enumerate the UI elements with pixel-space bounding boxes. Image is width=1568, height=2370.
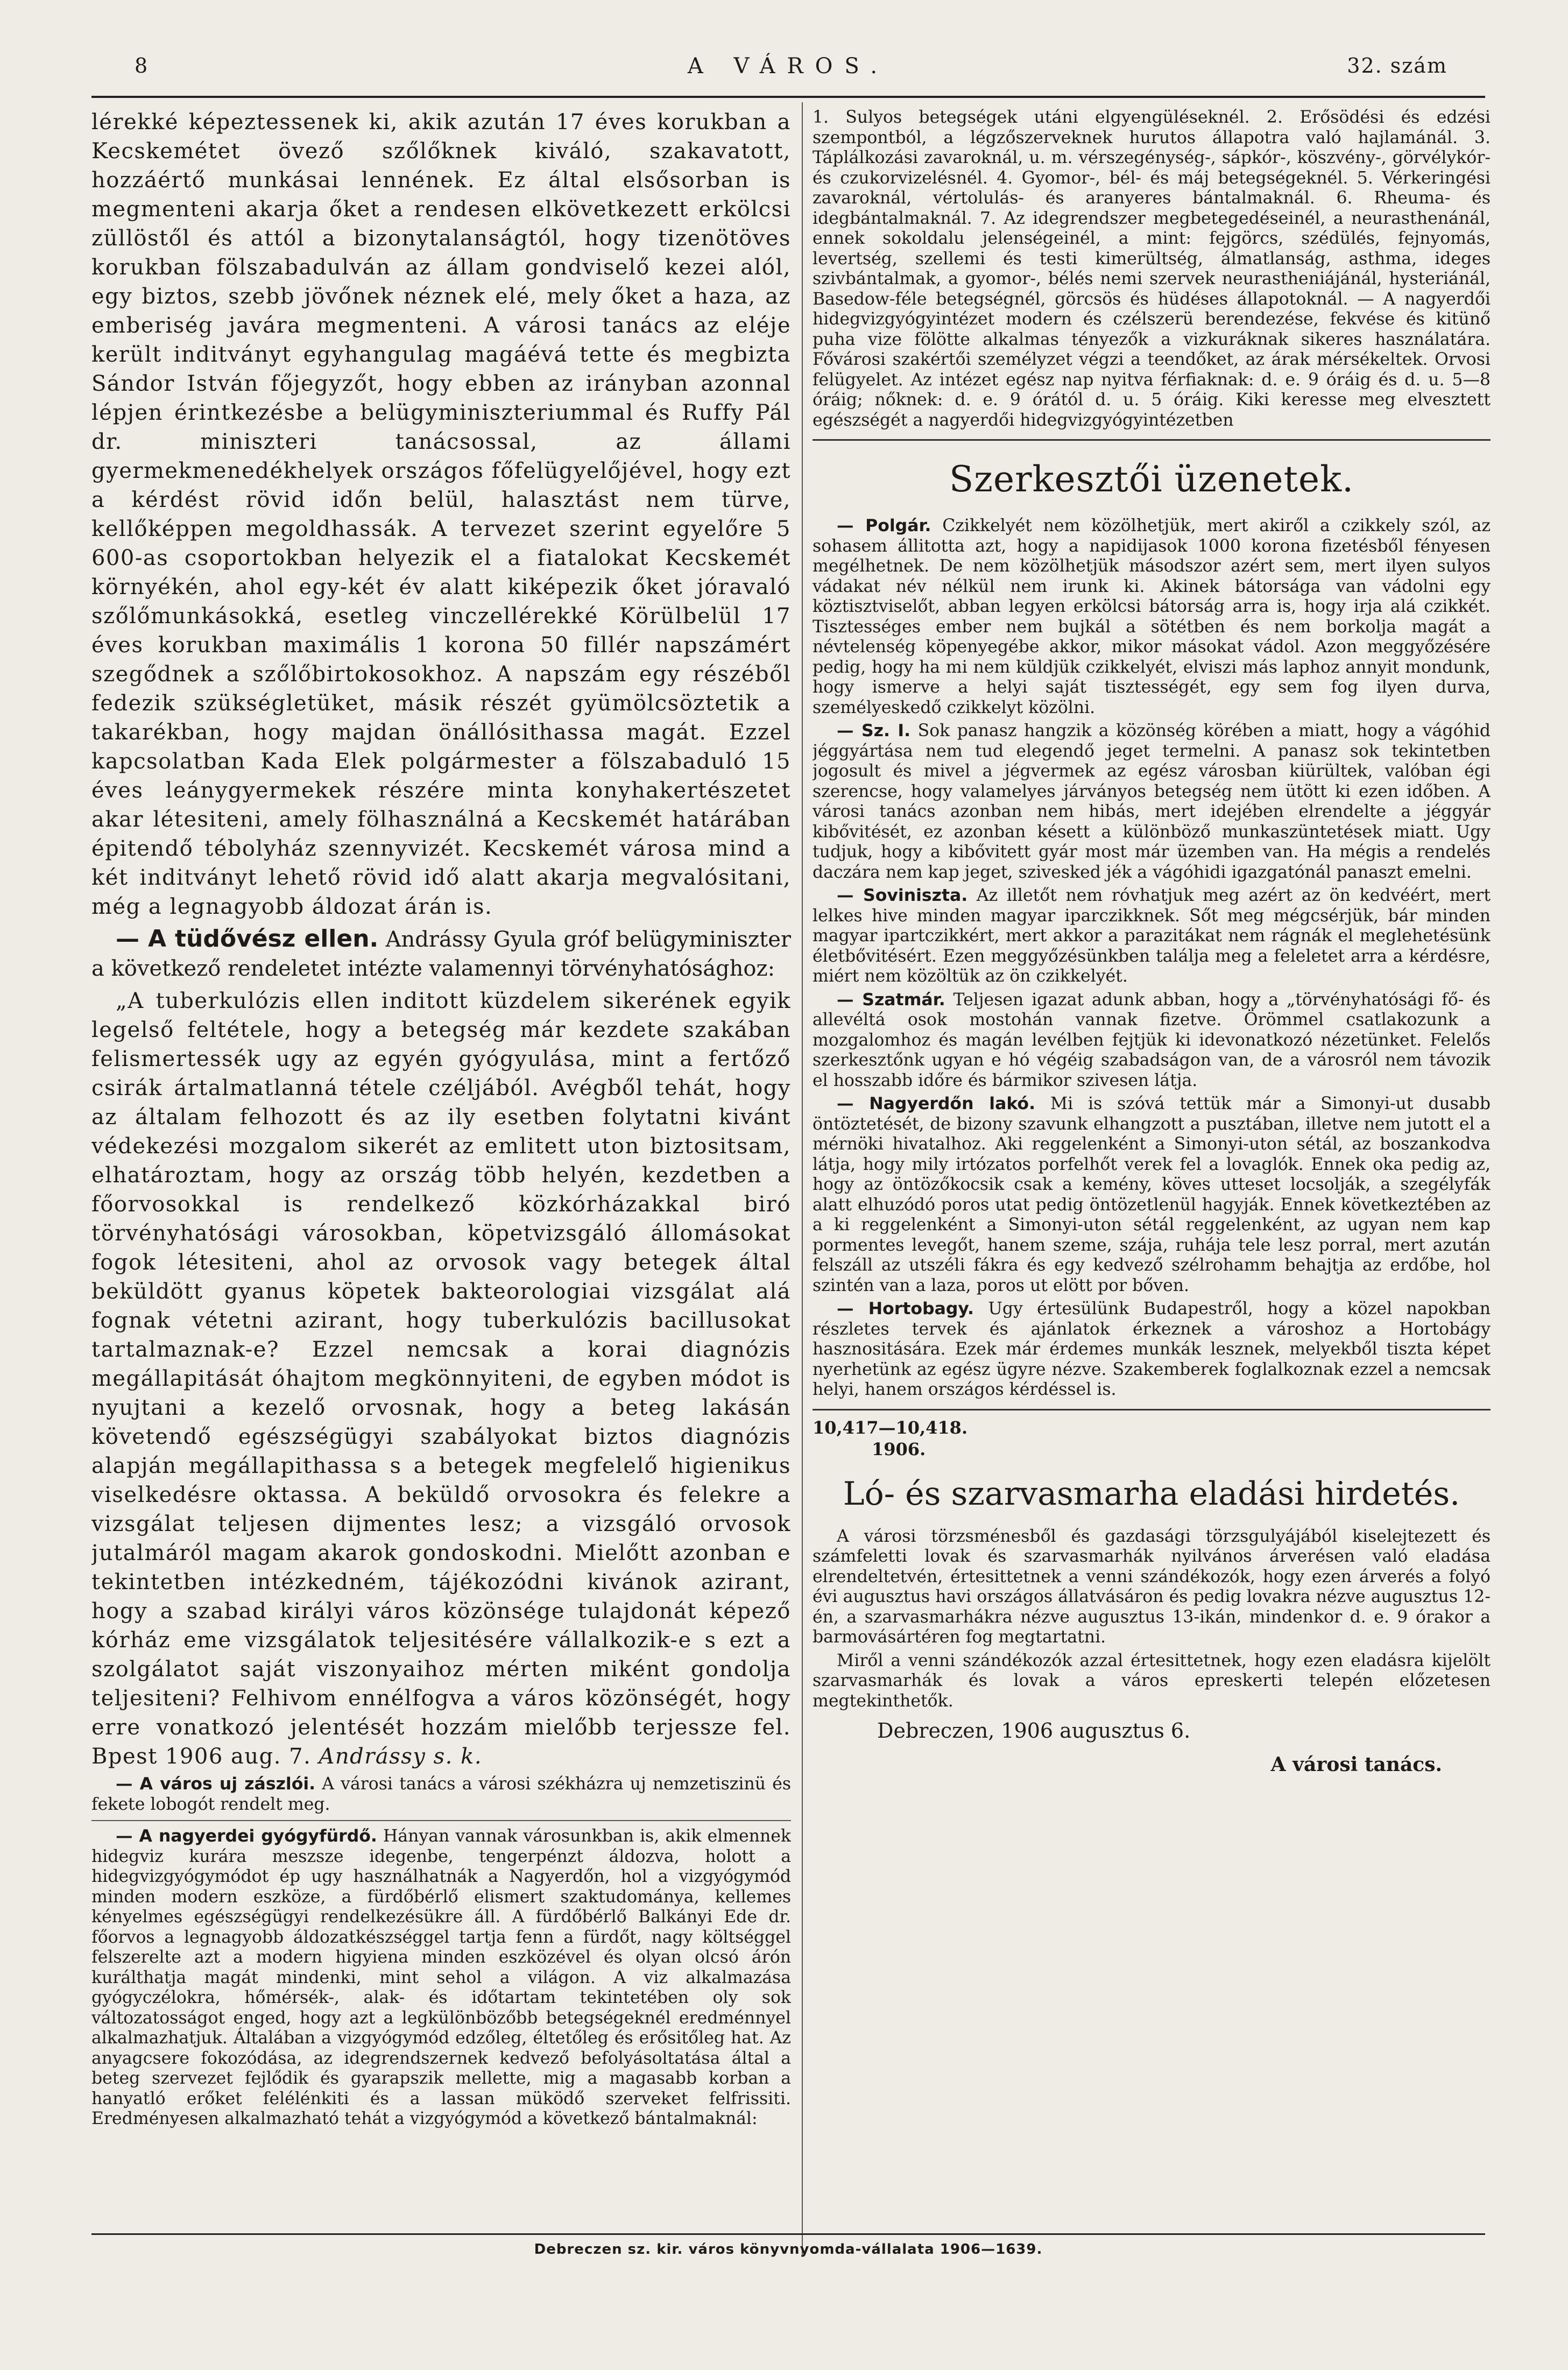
message-text: Teljesen igazat adunk abban, hogy a „törvényhatósági fő- és allevéltá osok mostohán vannak fizetve. Örömmel csatlakozunk a mozgalomhoz és magán levélben fejtjük ki idevonatkozó nézetünket. Felelős szerkesztőnk ugyan e hó végéig szabadságon van, de a városról nem távozik el hosszabb időre és bármikor szivesen látja. (813, 990, 1491, 1090)
flags-text: A városi tanács a városi székházra uj nemzetiszinü és fekete lobogót rendelt meg. (91, 1774, 791, 1814)
article-vinedressers-text: lérekké képeztessenek ki, akik azután 17 éves korukban a Kecskemétet övező szőlőknek kiváló, szakavatott, hozzáértő munkásai lennének. Ez által elsősorban is megmenteni akarja őket a rendesen elkövetkezett erkölcsi züllöstől és attól a bizonytalanságtól, hogy tizenötöves korukban fölszabadulván az állam gondviselő kezei alól, egy biztos, szebb jövőnek néznek elé, mely őket a haza, az emberiség javára megmenteni. A városi tanács az eléje került inditványt egyhangulag magáévá tette és megbizta Sándor István főjegyzőt, hogy ebben az irányban azonnal lépjen érintkezésbe a belügyminiszteriummal és Ruffy Pál dr. miniszteri tanácsossal, az állami gyermekmenedékhelyek országos főfelügyelőjével, hogy ezt a kérdést rövid időn belül, halasztást nem türve, kellőképpen megoldhassák. A tervezet szerint egyelőre 5 600-as csoportokban helyezik el a fiatalokat Kecskemét környékén, ahol egy-két év alatt kiképezik őket jóravaló szőlőmunkásokká, esetleg vinczellérekké Körülbelül 17 éves korukban maximális 1 korona 50 fillér napszámért szegődnek a szőlőbirtokosokhoz. A napszám egy részéből fedezik szükségletüket, másik részét gyümölcsöztetik a takarékban, hogy majdan önállósithassa magát. Ezzel kapcsolatban Kada Elek polgármester a fölszabaduló 15 éves leánygyermekek részére minta konyhakertészetet akar létesiteni, amely fölhasználná a Kecskemét határában épitendő tébolyház szennyvizét. Kecskemét városa mind a két inditványt lehető rövid idő alatt akarja megvalósitani, még a legnagyobb áldozat árán is. (91, 110, 791, 919)
tuberculosis-signature: Andrássy s. k. (319, 1744, 483, 1769)
issue-number: 32. szám (1347, 54, 1447, 77)
bath-heading: — A nagyerdei gyógyfürdő. (116, 1826, 377, 1846)
article-flags (91, 1774, 791, 1815)
message-lead: — Polgár. (837, 516, 931, 535)
message-lead: — Sz. I. (837, 721, 911, 740)
separator (91, 1820, 791, 1821)
bath-continued-text: 1. Sulyos betegségek utáni elgyengüléseknél. 2. Erősödési és edzési szempontból, a légzőszerveknek hurutos állapotra való hajlamánál. 3. Táplálkozási zavaroknál, u. m. vérszegénység-, sápkór-, köszvény-, görvélykór- és czukorvizelésnél. 4. Gyomor-, bél- és máj betegségeknél. 5. Vérkeringési zavaroknál, vértolulás- és aranyeres bántalmaknál. 6. Rheuma- és idegbántalmaknál. 7. Az idegrendszer megbetegedéseinél, a neurasthenánál, ennek sokoldalu jelenségeinél, a mint: fejgörcs, szédülés, fejnyomás, levertség, szellemi és testi kimerültség, álmatlanság, asthma, ideges szivbántalmak, a gyomor-, bélés nemi szervek neurastheniájánál, hysteriánál, Basedow-féle betegségnél, görcsös és hüdéses állapotoknál. — A nagyerdői hidegvizgyógyintézet modern és czélszerü berendezése, fekvése és kitünő puha vize fölötte alkalmas tényezők a vizkuráknak sikeres használatára. Fővárosi szakértői személyzet végzi a teendőket, az árak mérsékeltek. Orvosi felügyelet. Az intézet egész nap nyitva férfiaknak: d. e. 9 óráig és d. u. 5—8 óráig; nőknek: d. e. 9 órától d. u. 5 óráig. Kiki keresse meg elvesztett egészségét a nagyerdői hidegvizgyógyintézetben (813, 108, 1491, 430)
message-item (813, 886, 1491, 987)
article-tuberculosis (91, 925, 791, 983)
printer-imprint: Debreczen sz. kir. város könyvnyomda-vállalata 1906—1639. (534, 2241, 1043, 2258)
bath-text: Hányan vannak városunkban is, akik elmennek hidegviz kurára meszsze idegenbe, tengerpénzt áldozva, holott a hidegvizgyógymódot ép ugy használhatnák a Nagyerdőn, hol a vizgyógymód minden modern eszköze, a fürdőbérlő elismert szaktudománya, kellemes kényelmes egészségügyi rendelkezésükre áll. A fürdőbérlő Balkányi Ede dr. főorvos a legnagyobb áldozatkészséggel tartja fenn a fürdőt, nagy költséggel felszerelte azt a modern higyiena minden eszközével és olyan olcsó árón kurálthatja magát mindenki, mint sehol a világon. A viz alkalmazása gyógyczélokra, hőmérsék-, alak- és időtartam tekintetében oly sok változatosságot enged, hogy azt a legkülönbözőbb betegségeknél eredménnyel alkalmazhatjuk. Általában a vizgyógymód edzőleg, éltetőleg és erősitőleg hat. Az anyagcsere fokozódása, az idegrendszernek kedvező befolyásoltatása által a beteg szervezet fejlődik és gyarapszik mellette, mig a magasabb korban a hanyatló erőket felélénkiti és a lassan müködő szerveket felfrissiti. Eredményesen alkalmazható tehát a vizgyógymód a következő bántalmaknál: (91, 1826, 791, 2128)
editorial-messages-title: Szerkesztői üzenetek. (949, 459, 1354, 500)
message-lead: — Hortobagy. (837, 1299, 974, 1318)
ad-title: Ló- és szarvasmarha eladási hirdetés. (843, 1475, 1460, 1513)
header-rule (91, 96, 1485, 98)
editorial-messages (813, 516, 1491, 1400)
right-column (813, 108, 1491, 1776)
ad-signature: A városi tanács. (1270, 1753, 1442, 1776)
message-lead: — Szatmár. (837, 990, 945, 1010)
message-lead: — Nagyerdőn lakó. (837, 1094, 1036, 1113)
left-column (91, 108, 791, 2133)
ad-date: Debreczen, 1906 augusztus 6. (877, 1719, 1191, 1743)
tuberculosis-decree (91, 986, 791, 1771)
newspaper-title: A VÁROS. (687, 54, 889, 79)
article-bath (91, 1826, 791, 2129)
message-item (813, 990, 1491, 1091)
message-item (813, 1299, 1491, 1400)
ad-reference: 10,417—10,418. (813, 1417, 968, 1438)
message-text: Sok panasz hangzik a közönség körében a miatt, hogy a vágóhid jéggyártása nem tud elegendő jeget termelni. A panasz sok tekintetben jogosult és mivel a jégvermek az egész városban kiürültek, valóban égi szerencse, hogy valamelyes járványos betegség nem ütött ki ezen időben. A városi tanács azonban nem hibás, mert idejében elrendelte a jéggyár kibővitését, ez azonban késett a különböző munkaszüntetések miatt. Ugy tudjuk, hogy a kibővitett gyár most már üzemben van. Ha mégis a rendelés daczára nem kap jeget, szivesked jék a vágóhidi igazgatónál panaszt emelni. (813, 721, 1491, 882)
footer-rule (91, 2233, 1485, 2235)
message-lead: — Soviniszta. (837, 886, 968, 905)
separator (813, 1409, 1491, 1410)
page-header (91, 54, 1485, 91)
tuberculosis-decree-text: „A tuberkulózis ellen inditott küzdelem sikerének egyik legelső feltétele, hogy a betegség már kezdete szakában felismertessék ugy az egyén gyógyulása, mint a fertőző csirák ártalmatlanná tétele czéljából. Avégből tehát, hogy az általam felhozott és az ily esetben folytatni kivánt védekezési mozgalom sikerét az emlitett uton biztositsam, elhatároztam, hogy az ország több helyén, kezdetben a főorvosokkal is rendelkező közkórházakkal biró törvényhatósági városokban, köpetvizsgáló állomásokat fogok létesiteni, ahol az orvosok vagy betegek által beküldött gyanus köpetek bakteorologiai vizsgálat alá fognak vétetni azirant, hogy tuberkulózis bacillusokat tartalmaznak-e? Ezzel nemcsak a korai diagnózis megállapitását óhajtom megkönnyiteni, de egyben módot is nyujtani a kezelő orvosnak, hogy a beteg lakásán követendő egészségügyi szabályokat biztos diagnózis alapján megállapithassa s a betegek megfelelő higienikus viselkedésre oktassa. A beküldő orvosokra és felekre a vizsgálat teljesen dijmentes lesz; a vizsgáló orvosok jutalmáról magam akarok gondoskodni. Mielőtt azonban e tekintetben intézkedném, tájékozódni kivánok azirant, hogy a szabad királyi város közönsége tulajdonát képező kórház eme vizsgálatok teljesitésére vállalkozik-e s ezt a szolgálatot saját viszonyaihoz mérten miként gondolja teljesiteni? Felhivom ennélfogva a város közönségét, hogy erre vonatkozó jelentését hozzám mielőbb terjessze fel. Bpest 1906 aug. 7. (91, 989, 791, 1769)
ad-text: Miről a venni szándékozók azzal értesittetnek, hogy ezen eladásra kijelölt szarvasmarhák és lovak a város epreskerti telepén előzetesen megtekinthetők. (813, 1650, 1491, 1711)
advertisement (813, 1417, 1491, 1776)
column-divider (802, 102, 803, 2255)
message-text: Az illetőt nem róvhatjuk meg azért az ön kedvéért, mert lelkes hive minden magyar iparczikknek. Sőt meg mégcsérjük, bár minden magyar ipartczikkért, mert akkor a parazitákat nem rágnák el meglehetésünk életbővitésért. Ezen meggyőzésünkben találja meg a feleletet arra a kérdésre, miért nem közöltük az ön czikkelyét. (813, 886, 1491, 986)
separator (813, 439, 1491, 441)
flags-heading: — A város uj zászlói. (116, 1774, 316, 1794)
message-item (813, 516, 1491, 718)
message-text: Ugy értesülünk Budapestről, hogy a közel napokban részletes tervek és ajánlatok érkeznek a városhoz a Hortobágy hasznositására. Ezek már érdemes munkák lesznek, melyekből tiszta képet nyerhetünk az egész ügyre nézve. Szakemberek foglalkoznak ezzel a nemcsak helyi, hanem országos kérdéssel is. (813, 1299, 1491, 1399)
ad-year: 1906. (872, 1438, 926, 1459)
tuberculosis-heading: — A tüdővész ellen. (116, 925, 379, 953)
tuberculosis-intro: Andrássy Gyula gróf belügyminiszter a következő rendeletet intézte valamennyi törvényhatósághoz: (91, 927, 791, 981)
message-item (813, 1094, 1491, 1296)
message-text: Mi is szóvá tettük már a Simonyi-ut dusabb öntöztetését, de bizony szavunk elhangzott a pusztában, illetve nem jutott el a mérnöki hivatalhoz. Aki reggelenként a Simonyi-uton sétál, az boszankodva látja, hogy mily irtózatos porfelhőt verek fel a lovaglók. Ennek oka pedig az, hogy az öntözőkocsik csak a kemény, köves utteset locsolják, a szegélyfák alatt elhuzódó poros utat pedig öntözetlenül hagyják. Ennek következtében az a ki reggelenként a Simonyi-uton sétál reggelenként, az ugyan nem kap pormentes levegőt, hanem szeme, szája, ruhája tele lesz porral, mert azután felszáll az utszéli fákra és egy kedvező szélrohamm behajtja az erdőbe, hol szintén van a laza, poros ut elött por bőven. (813, 1094, 1491, 1295)
ad-text: A városi törzsménesből és gazdasági törzsgulyájából kiselejtezett és számfeletti lovak és szarvasmarhák nyilvános árverésen való eladása elrendeltetvén, értesittetnek a venni szándékozók, hogy ezen árverés a folyó évi augusztus havi országos állatvásáron és pedig lovakra nézve augusztus 12-én, a szarvasmarhákra nézve augusztus 13-ikán, mindenkor d. e. 9 órakor a barmovásártéren fog megtartatni. (813, 1526, 1491, 1647)
message-item (813, 721, 1491, 883)
message-text: Czikkelyét nem közölhetjük, mert akiről a czikkely szól, az sohasem állitotta azt, hogy a napidijasok 1000 korona fizetésből fényesen megélhetnek. De nem közölhetjük másodszor azért sem, mert ilyen sulyos vádakat név nélkül nem irunk ki. Akinek bátorsága van vádolni egy köztisztviselőt, abban legyen erkölcsi bátorság arra is, hogy irja alá czikkét. Tisztességes ember nem bujkál a sötétben és nem borkolja magát a névtelenség köpenyegébe akkor, mikor másokat vádol. Azon meggyőzésére pedig, hogy ha mi nem küldjük czikkelyét, elviszi más laphoz annyit mondunk, hogy ismerve a helyi saját tisztességét, egy sem fog ilyen durva, személyeskedő czikkelyt közölni. (813, 516, 1491, 717)
page-number: 8 (135, 54, 149, 77)
